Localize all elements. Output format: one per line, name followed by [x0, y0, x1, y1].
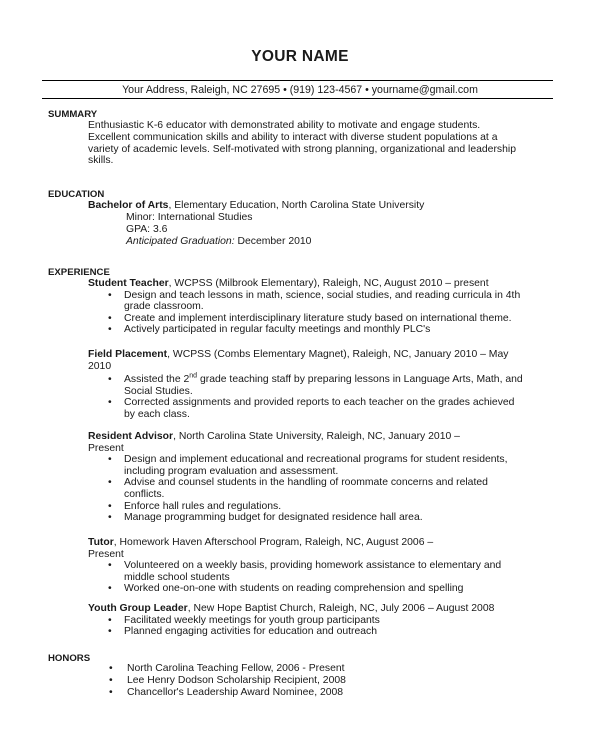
- graduation-line: [88, 236, 424, 248]
- list-item: • Advise and counsel students in the handling of roommate concerns and related conflicts.: [108, 477, 488, 500]
- job-title-line: [88, 431, 558, 443]
- job-title: Tutor: [88, 537, 114, 548]
- graduation-label: Anticipated Graduation:: [126, 236, 235, 247]
- degree-details: , Elementary Education, North Carolina State University: [168, 200, 425, 211]
- list-item: • Chancellor's Leadership Award Nominee, 2008: [109, 687, 344, 698]
- list-item: • Worked one-on-one with students on reading comprehension and spelling: [108, 583, 464, 595]
- list-item: • Actively participated in regular faculty meetings and monthly PLC's: [108, 324, 431, 336]
- job-title: Youth Group Leader: [88, 603, 188, 614]
- list-item: • Volunteered on a weekly basis, providing homework assistance to elementary and middle school students: [108, 560, 502, 583]
- job-details: , New Hope Baptist Church, Raleigh, NC, July 2006 – August 2008: [187, 603, 495, 614]
- summary-line: Excellent communication skills and ability to interact with diverse student populations at a: [88, 131, 498, 143]
- job-details: , Homework Haven Afterschool Program, Raleigh, NC, August 2006 –: [113, 537, 434, 548]
- summary-line: skills.: [88, 155, 114, 167]
- degree-line: [88, 200, 424, 212]
- job-details-cont: 2010: [88, 360, 112, 372]
- job-resident-advisor: [88, 431, 558, 524]
- honors-list: [105, 663, 346, 699]
- job-youth-group-leader: [88, 603, 558, 638]
- list-item: • Enforce hall rules and regulations.: [108, 500, 282, 512]
- job-title-line: [88, 603, 558, 615]
- list-item: • Assisted the 2nd grade teaching staff by preparing lessons in Language Arts, Math, and Social Studies.: [108, 372, 523, 397]
- job-title-line: [88, 278, 558, 290]
- list-item: • North Carolina Teaching Fellow, 2006 - Present: [109, 663, 345, 674]
- education-heading: EDUCATION: [48, 189, 105, 200]
- job-field-placement: [88, 349, 558, 421]
- job-details-cont: Present: [88, 548, 124, 560]
- list-item: • Lee Henry Dodson Scholarship Recipient, 2008: [109, 675, 346, 686]
- summary-heading: SUMMARY: [48, 109, 98, 120]
- job-tutor: [88, 537, 558, 595]
- resume-name: YOUR NAME: [251, 48, 349, 65]
- list-item: • Design and implement educational and recreational programs for student residents, including program evaluation and assessment.: [108, 454, 508, 477]
- summary-line: variety of academic levels. Self-motivated with strong planning, organizational and leadership: [88, 143, 516, 155]
- degree-title: Bachelor of Arts: [88, 200, 169, 211]
- experience-heading: EXPERIENCE: [48, 267, 110, 278]
- honors-heading: HONORS: [48, 653, 91, 664]
- header-rule-top: [42, 80, 553, 81]
- summary-text: [88, 120, 548, 167]
- job-title: Student Teacher: [88, 278, 169, 289]
- list-item: • Planned engaging activities for education and outreach: [108, 626, 378, 638]
- minor-line: Minor: International Studies: [126, 212, 253, 223]
- contact-line: Your Address, Raleigh, NC 27695 • (919) 123-4567 • yourname@gmail.com: [122, 84, 478, 96]
- job-details: , WCPSS (Combs Elementary Magnet), Raleigh, NC, January 2010 – May: [167, 349, 509, 360]
- job-details-cont: Present: [88, 442, 124, 454]
- job-title: Resident Advisor: [88, 431, 174, 442]
- summary-line: Enthusiastic K-6 educator with demonstrated ability to motivate and engage students.: [88, 120, 481, 131]
- header-rule-bottom: [42, 98, 553, 99]
- job-title: Field Placement: [88, 349, 168, 360]
- graduation-value: December 2010: [234, 236, 312, 247]
- list-item: • Design and teach lessons in math, science, social studies, and reading curricula in 4th grade classroom.: [108, 289, 521, 313]
- list-item: • Manage programming budget for designated residence hall area.: [108, 512, 423, 524]
- job-title-line: [88, 537, 558, 549]
- job-title-line: [88, 349, 558, 361]
- job-details: , WCPSS (Milbrook Elementary), Raleigh, NC, August 2010 – present: [168, 278, 489, 289]
- education-block: [88, 200, 424, 248]
- gpa-line: GPA: 3.6: [126, 224, 168, 235]
- list-item: • Corrected assignments and provided reports to each teacher on the grades achieved by each class.: [108, 397, 515, 420]
- list-item: • Create and implement interdisciplinary literature study based on international theme.: [108, 312, 512, 324]
- list-item: • Facilitated weekly meetings for youth group participants: [108, 614, 380, 626]
- job-student-teacher: [88, 278, 558, 336]
- job-details: , North Carolina State University, Raleigh, NC, January 2010 –: [173, 431, 460, 442]
